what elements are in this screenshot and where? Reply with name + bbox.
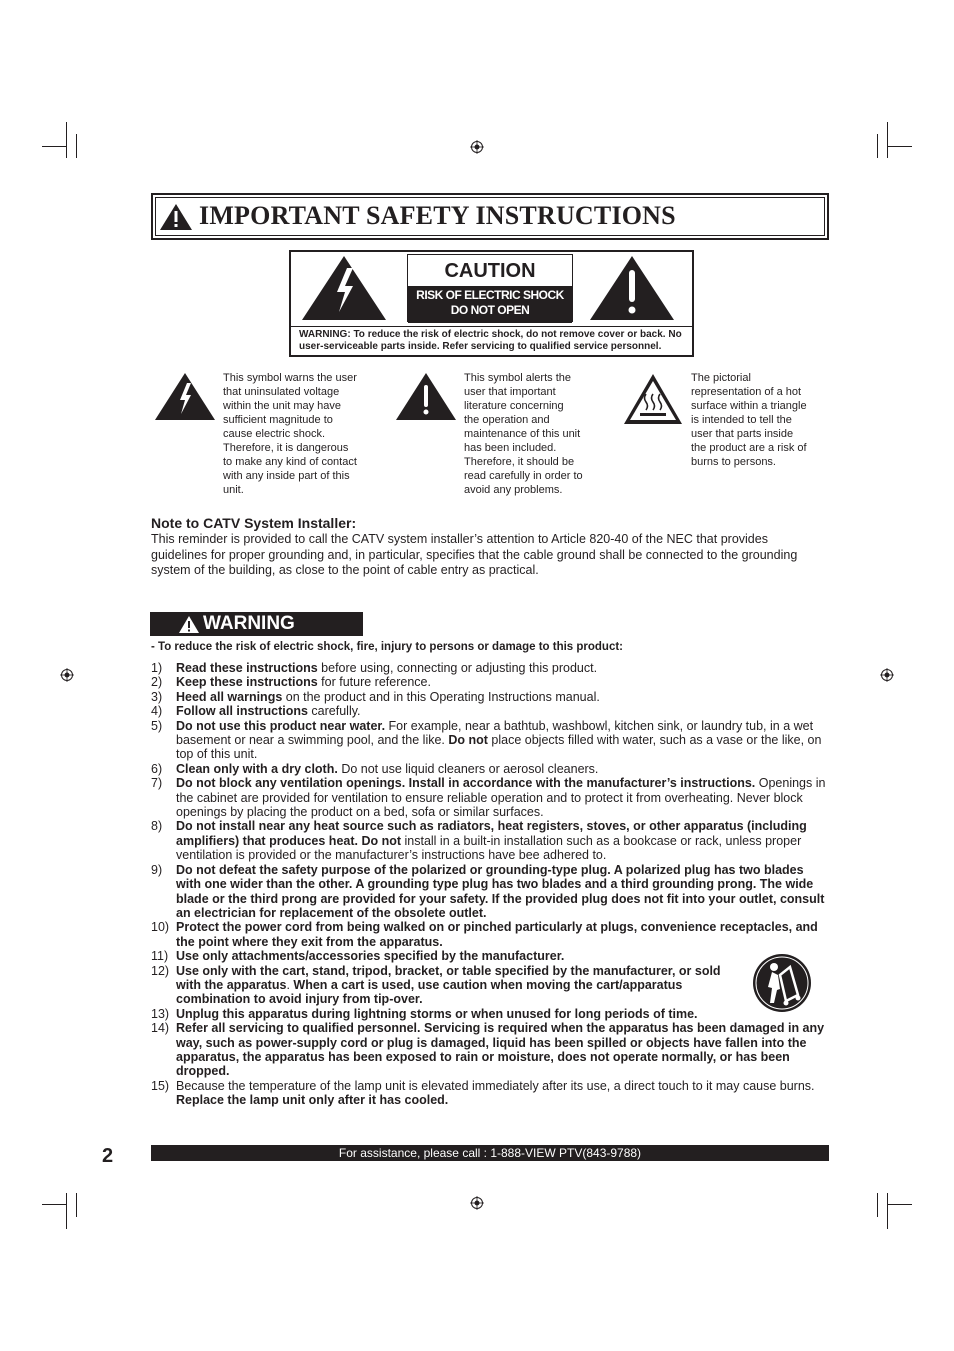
item-text: install in a built-in installation such as a bookcase or rack, unless proper ventilation is provided or the manufacturer’s instructions have bee adhered to.	[176, 833, 802, 863]
risk-notice	[408, 286, 572, 323]
page-title-box	[151, 193, 829, 240]
symbol-description-line: maintenance of this unit	[464, 428, 581, 440]
list-item	[151, 1021, 831, 1079]
registration-mark-icon	[60, 668, 74, 682]
crop-mark	[877, 134, 878, 158]
crop-mark	[888, 1204, 912, 1205]
list-item	[151, 863, 831, 921]
list-item	[151, 1007, 831, 1021]
symbol-description-line: user that parts inside	[691, 428, 794, 440]
cover-warning-line: WARNING: To reduce the risk of electric shock, do not remove cover or back. No	[299, 329, 682, 340]
symbol-description-line: with any inside part of this	[223, 470, 350, 482]
page-title: IMPORTANT SAFETY INSTRUCTIONS	[199, 201, 676, 230]
crop-mark	[76, 1193, 77, 1217]
catv-note-line: system of the building, as close to the point of cable entry as practical.	[151, 563, 539, 578]
item-number: 7)	[151, 776, 163, 791]
caution-label-box	[407, 254, 573, 322]
symbol-description	[691, 371, 841, 469]
safety-instructions-list	[151, 661, 831, 1108]
item-number: 10)	[151, 920, 170, 935]
item-text: Openings in the cabinet are provided for ventilation to ensure reliable operation and to protect it from overheating. Never block openings by placing the product on a bed, sofa or similar surfaces.	[176, 776, 826, 820]
symbol-description-line: The pictorial	[691, 372, 751, 384]
item-text: for future reference.	[317, 675, 431, 690]
crop-mark	[42, 146, 66, 147]
list-item	[151, 776, 831, 819]
symbol-description-line: that uninsulated voltage	[223, 386, 340, 398]
hot-surface-triangle-icon	[622, 372, 684, 426]
crop-mark	[888, 146, 912, 147]
cover-warning-line: user-serviceable parts inside. Refer servicing to qualified service personnel.	[299, 341, 662, 352]
item-bold-text: Do not block any ventilation openings. Install in accordance with the manufacturer’s instructions.	[176, 776, 756, 791]
item-text: before using, connecting or adjusting this product.	[317, 661, 598, 675]
registration-mark-icon	[470, 140, 484, 154]
list-item	[151, 819, 831, 862]
item-bold-text: Do not use this product near water.	[176, 718, 386, 733]
item-bold-text: Refer all servicing to qualified personnel. Servicing is required when the apparatus has been damaged in any way, such as power-supply cord or plug is damaged, liquid has been spilled or objects have fallen into the apparatus, the apparatus has been exposed to rain or moisture, does not operate normally, or has been dropped.	[176, 1021, 825, 1079]
lightning-triangle-icon	[154, 372, 216, 421]
crop-mark	[66, 122, 67, 158]
item-number: 6)	[151, 761, 163, 776]
list-item	[151, 690, 831, 704]
item-number: 5)	[151, 718, 163, 733]
symbol-description-line: user that important	[464, 386, 556, 398]
item-number: 3)	[151, 689, 163, 704]
item-bold-text: Unplug this apparatus during lightning storms or when unused for long periods of time.	[176, 1006, 698, 1021]
symbol-description-line: avoid any problems.	[464, 484, 563, 496]
item-bold-text: Do not	[448, 733, 488, 748]
item-text: on the product and in this Operating Instructions manual.	[282, 689, 600, 704]
warning-banner	[150, 612, 363, 636]
symbol-description-line: representation of a hot	[691, 386, 802, 398]
item-bold-text: Read these instructions	[176, 661, 318, 675]
symbol-description-line: within the unit may have	[223, 400, 342, 412]
item-bold-text: When a cart is used, use caution when moving the cart/apparatus combination to avoid injury from tip-over.	[176, 977, 683, 1007]
item-bold-text: Keep these instructions	[176, 675, 318, 690]
item-bold-text: Do not install near any heat source such as radiators, heat registers, stoves, or other apparatus (including amplifiers) that produces heat. Do not	[176, 819, 807, 848]
item-text: Because the temperature of the lamp unit is elevated immediately after its use, a direct touch to it may cause burns.	[176, 1078, 815, 1093]
crop-mark	[877, 1193, 878, 1217]
item-number: 15)	[151, 1078, 170, 1093]
warning-triangle-icon	[159, 203, 193, 231]
item-number: 4)	[151, 704, 163, 719]
symbol-description-line: the operation and	[464, 414, 550, 426]
list-item	[151, 661, 831, 675]
warning-triangle-icon	[178, 615, 200, 634]
symbol-description	[223, 371, 373, 497]
warning-label: WARNING	[203, 613, 295, 634]
caution-heading: CAUTION	[444, 260, 536, 282]
cover-warning-text	[291, 326, 692, 355]
page-number: 2	[102, 1145, 114, 1167]
symbol-description-line: is intended to tell the	[691, 414, 792, 426]
list-item	[151, 920, 831, 949]
list-item	[151, 675, 831, 689]
item-text: Do not use liquid cleaners or aerosol cleaners.	[337, 761, 599, 776]
symbol-description-line: read carefully in order to	[464, 470, 583, 482]
list-item	[151, 1079, 831, 1108]
symbol-description-line: cause electric shock.	[223, 428, 326, 440]
item-bold-text: Protect the power cord from being walked on or pinched particularly at plugs, convenience receptacles, and the point where they exit from the apparatus.	[176, 920, 818, 949]
risk-line: DO NOT OPEN	[450, 303, 530, 317]
list-item	[151, 949, 831, 963]
symbol-description-line: This symbol warns the user	[223, 372, 357, 384]
catv-note-line: This reminder is provided to call the CATV system installer’s attention to Article 820-40 of the NEC that provides	[151, 532, 768, 546]
item-number: 14)	[151, 1021, 170, 1036]
item-text: .	[286, 977, 294, 992]
symbol-description-line: to make any kind of contact	[223, 456, 357, 468]
registration-mark-icon	[880, 668, 894, 682]
item-text: carefully.	[307, 704, 361, 719]
symbol-description-line: surface within a triangle	[691, 400, 807, 412]
assistance-footer: For assistance, please call : 1-888-VIEW PTV(843-9788)	[151, 1145, 829, 1161]
crop-mark	[42, 1204, 66, 1205]
crop-mark	[887, 1193, 888, 1229]
exclamation-triangle-icon	[589, 254, 675, 322]
catv-note-heading: Note to CATV System Installer:	[151, 515, 357, 531]
item-bold-text: Replace the lamp unit only after it has cooled.	[176, 1093, 449, 1108]
symbol-description-line: the product are a risk of	[691, 442, 807, 454]
item-text: For example, near a bathtub, washbowl, kitchen sink, or laundry tub, in a wet basement or near a swimming pool, and the like.	[176, 718, 814, 748]
symbol-description-line: literature concerning	[464, 400, 564, 412]
item-number: 13)	[151, 1006, 170, 1021]
item-bold-text: Heed all warnings	[176, 689, 283, 704]
symbol-description	[464, 371, 614, 497]
crop-mark	[76, 134, 77, 158]
registration-mark-icon	[470, 1196, 484, 1210]
symbol-description-line: This symbol alerts the	[464, 372, 571, 384]
caution-panel	[289, 250, 694, 357]
item-number: 1)	[151, 661, 163, 675]
risk-line: RISK OF ELECTRIC SHOCK	[416, 288, 564, 302]
symbol-description-line: Therefore, it should be	[464, 456, 575, 468]
lightning-triangle-icon	[301, 254, 387, 322]
list-item	[151, 964, 831, 1007]
symbol-description-line: Therefore, it is dangerous	[223, 442, 349, 454]
item-bold-text: Follow all instructions	[176, 704, 308, 719]
symbol-description-line: sufficient magnitude to	[223, 414, 333, 426]
crop-mark	[887, 122, 888, 158]
item-bold-text: Do not defeat the safety purpose of the polarized or grounding-type plug. A polarized plug has two blades with one wider than the other. A grounding type plug has two blades and a third grounding prong. The wide blade or the third prong are provided for your safety. If the provided plug does not fit into your outlet, consult an electrician for replacement of the obsolete outlet.	[176, 862, 825, 920]
symbol-description-line: unit.	[223, 484, 244, 496]
item-number: 8)	[151, 819, 163, 834]
exclamation-triangle-icon	[395, 372, 457, 421]
symbol-description-line: burns to persons.	[691, 456, 776, 468]
list-item	[151, 719, 831, 762]
catv-note-body	[151, 532, 835, 579]
item-bold-text: Use only attachments/accessories specified by the manufacturer.	[176, 949, 565, 964]
cart-tip-over-warning-icon	[752, 953, 812, 1013]
symbol-description-line: has been included.	[464, 442, 557, 454]
item-number: 11)	[151, 949, 169, 964]
item-number: 12)	[151, 963, 170, 978]
item-number: 2)	[151, 675, 163, 690]
catv-note-line: guidelines for proper grounding and, in particular, specifies that the cable ground shall be connected to the grounding	[151, 547, 798, 562]
list-item	[151, 704, 831, 718]
item-bold-text: Clean only with a dry cloth.	[176, 761, 338, 776]
crop-mark	[66, 1193, 67, 1229]
list-item	[151, 762, 831, 776]
item-number: 9)	[151, 862, 163, 877]
warning-intro: - To reduce the risk of electric shock, fire, injury to persons or damage to this product:	[151, 641, 624, 653]
item-text: place objects filled with water, such as a vase or the like, on top of this unit.	[176, 733, 822, 762]
item-bold-text: Use only with the cart, stand, tripod, bracket, or table specified by the manufacturer, or sold with the apparatus	[176, 963, 721, 992]
